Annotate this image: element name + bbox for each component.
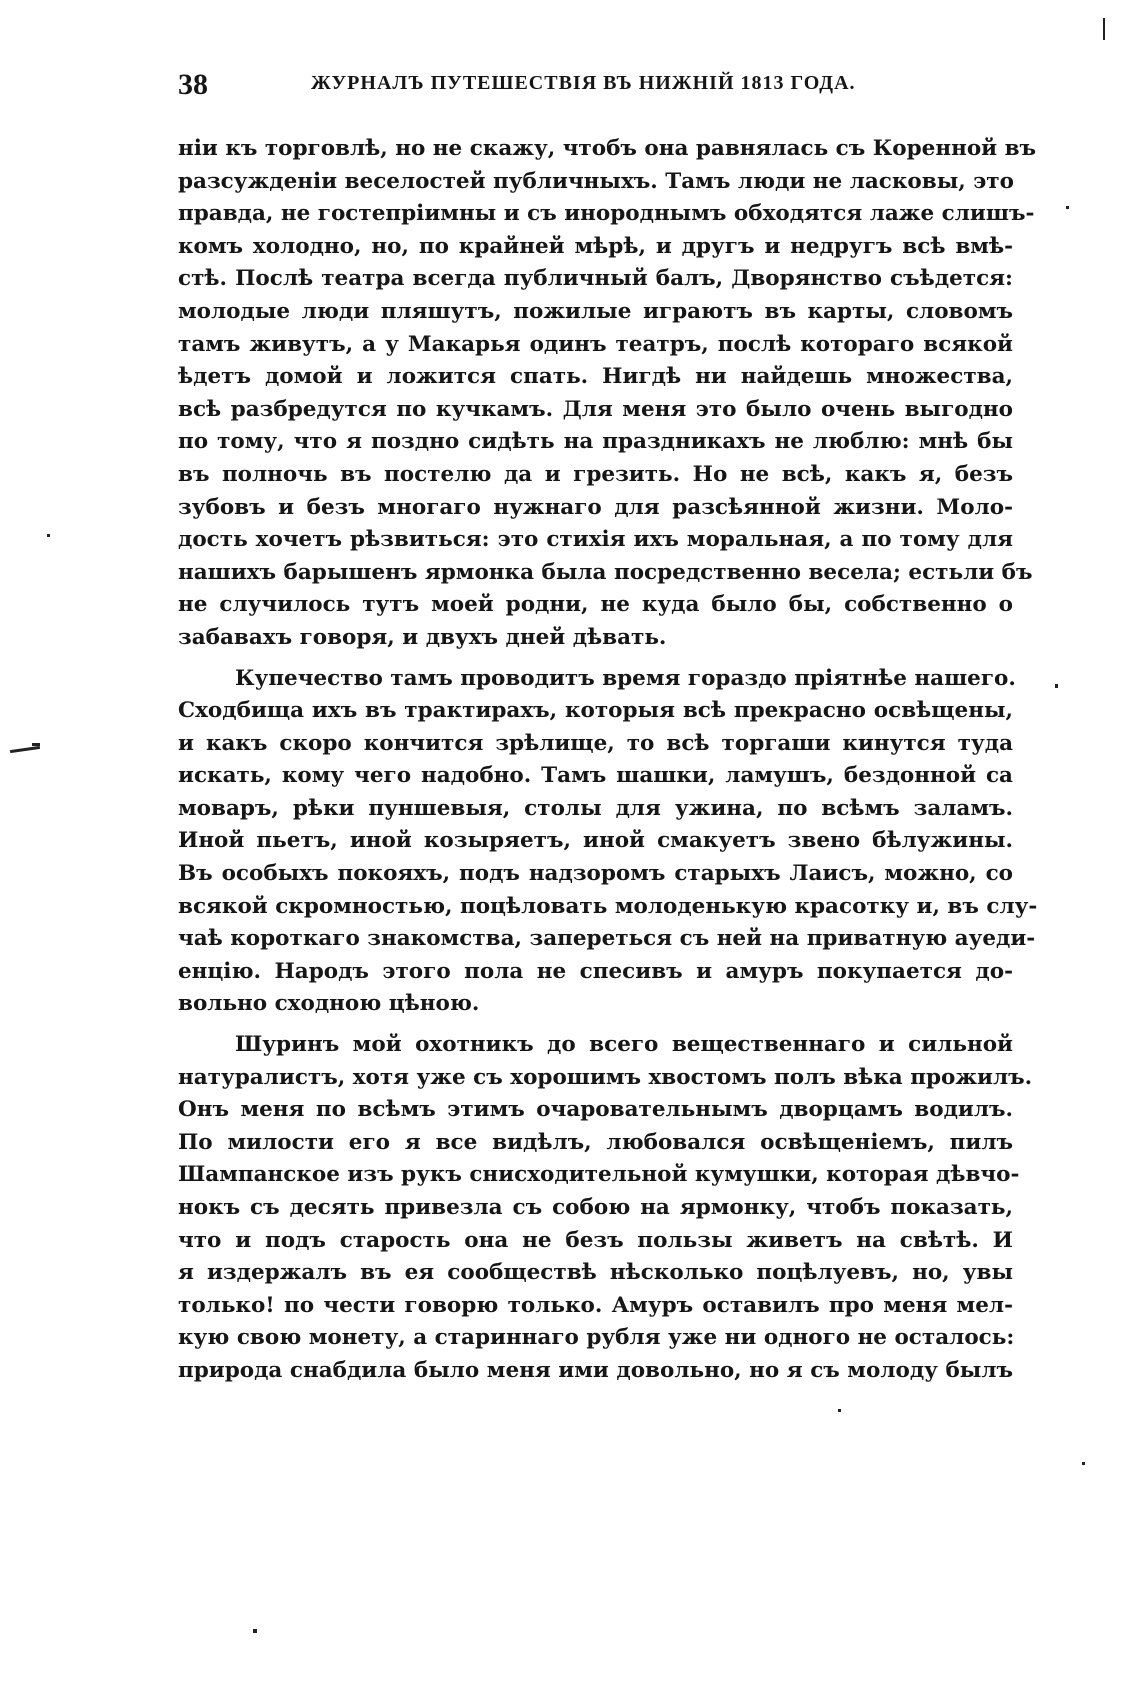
scan-speck bbox=[1066, 206, 1069, 209]
text-line: моваръ, рѣки пуншевыя, столы для ужина, по всѣмъ заламъ. bbox=[178, 795, 1013, 821]
text-line: Онъ меня по всѣмъ этимъ очаровательнымъ дворцамъ водилъ. bbox=[178, 1097, 1013, 1123]
text-line: кую свою монету, а стариннаго рубля уже ни одного не осталось: bbox=[178, 1325, 1015, 1351]
text-line: стѣ. Послѣ театра всегда публичный балъ, Дворянство съѣдется: bbox=[178, 266, 1013, 292]
text-line: забавахъ говоря, и двухъ дней дѣвать. bbox=[178, 624, 667, 650]
scan-speck bbox=[32, 743, 40, 746]
text-line: не случилось тутъ моей родни, не куда было бы, собственно о bbox=[178, 592, 1013, 618]
text-line: комъ холодно, но, по крайней мѣрѣ, и другъ и недругъ всѣ вмѣ- bbox=[178, 233, 1013, 259]
text-line: разсужденіи веселостей публичныхъ. Тамъ люди не ласковы, это bbox=[178, 168, 1014, 194]
scan-speck bbox=[838, 1409, 841, 1412]
text-line: ѣдетъ домой и ложится спать. Нигдѣ ни найдешь множества, bbox=[178, 364, 1013, 390]
text-line: Въ особыхъ покояхъ, подъ надзоромъ старыхъ Лаисъ, можно, со bbox=[178, 861, 1013, 887]
scan-speck bbox=[10, 746, 40, 753]
text-line: Купечество тамъ проводитъ время гораздо пріятнѣе нашего. bbox=[235, 665, 1016, 691]
text-line: всѣ разбредутся по кучкамъ. Для меня это было очень выгодно bbox=[178, 396, 1013, 422]
text-line: только! по чести говорю только. Амуръ оставилъ про меня мел- bbox=[178, 1292, 1013, 1318]
paragraph-1 bbox=[178, 133, 1037, 655]
page-header bbox=[178, 60, 898, 110]
text-line: Сходбища ихъ въ трактирахъ, которыя всѣ прекрасно освѣщены, bbox=[178, 698, 1013, 724]
scan-speck bbox=[1055, 684, 1058, 688]
scan-speck bbox=[47, 534, 50, 537]
text-line: Шампанское изъ рукъ снисходительной кумушки, которая дѣвчо- bbox=[178, 1162, 1020, 1188]
text-line: Шуринъ мой охотникъ до всего вещественнаго и сильной bbox=[235, 1032, 1013, 1058]
paragraph-2 bbox=[178, 663, 1038, 1022]
text-line: нашихъ барышенъ ярмонка была посредственно весела; естьли бъ bbox=[178, 559, 1033, 585]
page-number: 38 bbox=[178, 68, 208, 101]
text-line: молодые люди пляшутъ, пожилые играютъ въ карты, словомъ bbox=[178, 298, 1013, 324]
text-line: всякой скромностью, поцѣловать молоденькую красотку и, въ слу- bbox=[178, 893, 1038, 919]
scan-speck bbox=[1103, 18, 1105, 40]
scan-speck bbox=[1082, 1462, 1085, 1465]
text-line: зубовъ и безъ многаго нужнаго для разсѣянной жизни. Моло- bbox=[178, 494, 1013, 520]
text-line: натуралистъ, хотя уже съ хорошимъ хвостомъ полъ вѣка прожилъ. bbox=[178, 1064, 1033, 1090]
text-line: искать, кому чего надобно. Тамъ шашки, ламушъ, бездонной са bbox=[178, 763, 1013, 789]
text-line: чаѣ короткаго знакомства, запереться съ ней на приватную ауеди- bbox=[178, 926, 1036, 952]
text-line: дость хочетъ рѣзвиться: это стихія ихъ моральная, а по тому для bbox=[178, 527, 1013, 553]
text-line: по тому, что я поздно сидѣть на праздникахъ не люблю: мнѣ бы bbox=[178, 429, 1013, 455]
text-line: правда, не гостепріимны и съ инороднымъ обходятся лаже слишъ- bbox=[178, 201, 1035, 227]
paragraph-3 bbox=[178, 1029, 1033, 1388]
text-line: енцію. Народъ этого пола не спесивъ и амуръ покупается до- bbox=[178, 958, 1013, 984]
text-line: я издержалъ въ ея сообществѣ нѣсколько поцѣлуевъ, но, увы bbox=[178, 1260, 1013, 1286]
text-line: что и подъ старость она не безъ пользы живетъ на свѣтѣ. И bbox=[178, 1227, 1013, 1253]
text-line: тамъ живутъ, а у Макарья одинъ театръ, послѣ котораго всякой bbox=[178, 331, 1013, 357]
text-line: природа снабдила было меня ими довольно, но я съ молоду былъ bbox=[178, 1357, 1013, 1383]
running-title: ЖУРНАЛЪ ПУТЕШЕСТВІЯ ВЪ НИЖНІЙ 1813 ГОДА. bbox=[311, 72, 856, 94]
text-line: ніи къ торговлѣ, но не скажу, чтобъ она равнялась съ Коренной въ bbox=[178, 136, 1037, 161]
text-line: вольно сходною цѣною. bbox=[178, 991, 480, 1017]
scan-speck bbox=[253, 1629, 257, 1633]
text-line: въ полночь въ постелю да и грезить. Но не всѣ, какъ я, безъ bbox=[178, 461, 1013, 487]
text-line: и какъ скоро кончится зрѣлище, то всѣ торгаши кинутся туда bbox=[178, 730, 1013, 756]
text-line: По милости его я все видѣлъ, любовался освѣщеніемъ, пилъ bbox=[178, 1129, 1013, 1155]
text-line: Иной пьетъ, иной козыряетъ, иной смакуетъ звено бѣлужины. bbox=[178, 828, 1013, 854]
text-line: нокъ съ десять привезла съ собою на ярмонку, чтобъ показать, bbox=[178, 1195, 1013, 1220]
body-text bbox=[178, 133, 1038, 1388]
